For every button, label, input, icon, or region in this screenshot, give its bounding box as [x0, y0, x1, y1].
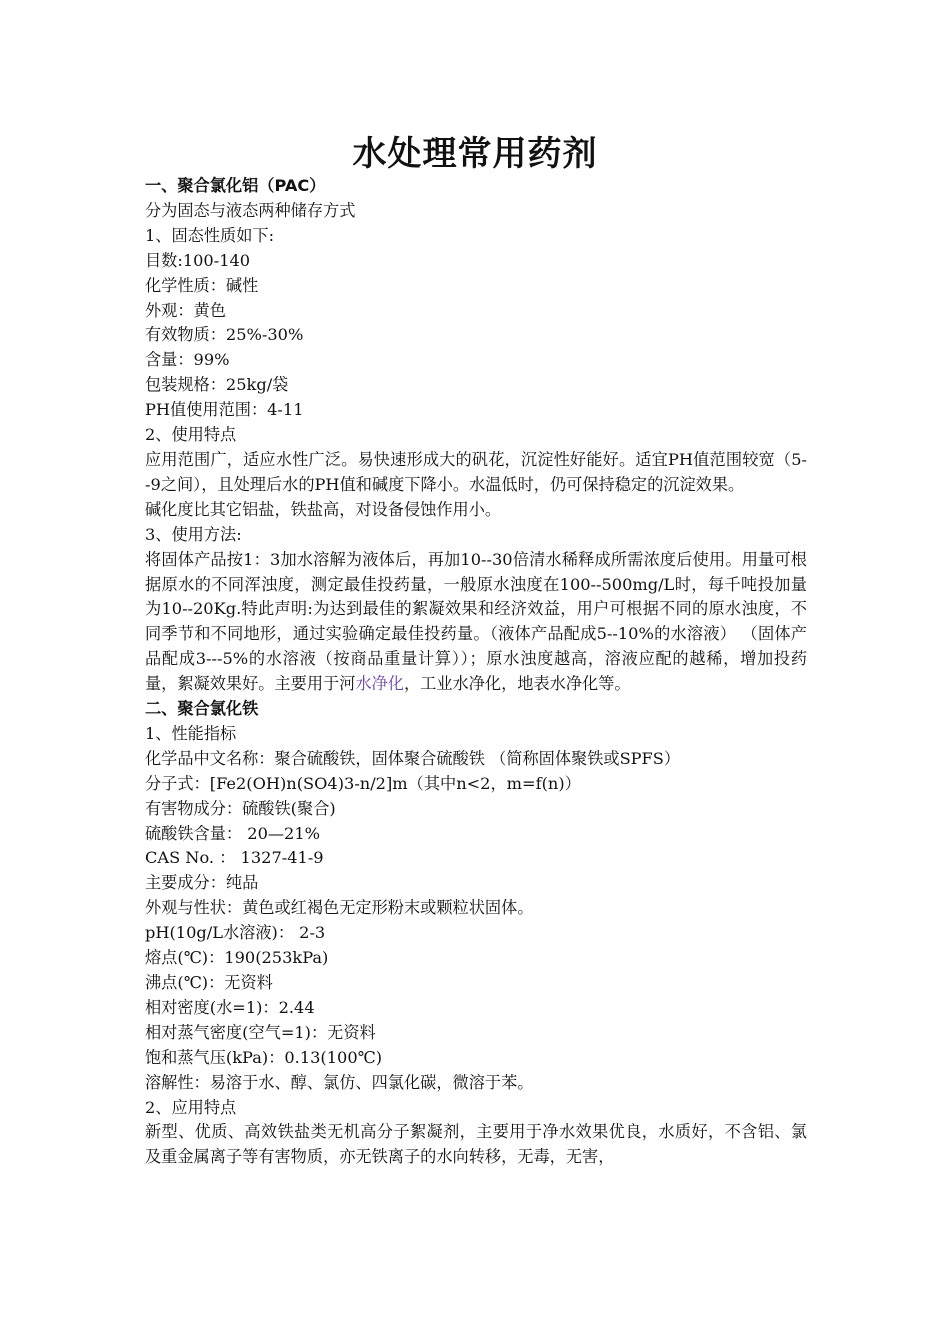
application-paragraph: 新型、优质、高效铁盐类无机高分子絮凝剂，主要用于净水效果优良，水质好，不含铝、氯及重金属离子等有害物质，亦无铁离子的水向转移，无毒，无害，: [145, 1122, 807, 1167]
ph-line: PH值使用范围：4-11: [145, 400, 304, 420]
chemical-line: 化学性质：碱性: [145, 275, 259, 295]
section-2-heading: 二、聚合氯化铁: [145, 699, 259, 719]
spec-line: 相对蒸气密度(空气=1)：无资料: [145, 1022, 376, 1042]
content-line: 含量：99%: [145, 350, 230, 370]
spec-line: 沸点(℃)：无资料: [145, 973, 273, 992]
storage-line: 分为固态与液态两种储存方式: [145, 200, 356, 220]
document-body: [145, 174, 807, 1170]
features-paragraph-2: 碱化度比其它铝盐，铁盐高，对设备侵蚀作用小。: [145, 499, 502, 519]
spec-line: 有害物成分：硫酸铁(聚合): [145, 798, 336, 818]
section-1-heading: 一、聚合氯化铝（PAC）: [145, 176, 326, 195]
spec-line: 相对密度(水=1)：2.44: [145, 997, 315, 1017]
spec-line: CAS No. ： 1327-41-9: [145, 848, 324, 868]
spec-line: 主要成分：纯品: [145, 873, 259, 893]
usage-heading: 3、使用方法:: [145, 524, 242, 544]
usage-text-end: ，工业水净化，地表水净化等。: [404, 674, 631, 694]
effective-line: 有效物质：25%-30%: [145, 325, 304, 345]
usage-paragraph: [145, 548, 807, 697]
spec-line: pH(10g/L水溶液)： 2-3: [145, 923, 326, 943]
mesh-line: 目数:100-140: [145, 250, 251, 270]
spec-line: 分子式：[Fe2(OH)n(SO4)3-n/2]m（其中n<2，m=f(n)）: [145, 773, 581, 793]
application-heading: 2、应用特点: [145, 1097, 237, 1117]
spec-line: 化学品中文名称：聚合硫酸铁，固体聚合硫酸铁 （简称固体聚铁或SPFS）: [145, 748, 681, 768]
features-heading: 2、使用特点: [145, 425, 237, 445]
package-line: 包装规格：25kg/袋: [145, 375, 289, 395]
spec-line: 饱和蒸气压(kPa)：0.13(100℃): [145, 1047, 383, 1067]
spec-line: 溶解性：易溶于水、醇、氯仿、四氯化碳，微溶于苯。: [145, 1072, 534, 1092]
usage-text: 将固体产品按1：3加水溶解为液体后，再加10--30倍清水稀释成所需浓度后使用。用量可根据原水的不同浑浊度，测定最佳投药量，一般原水浊度在100--500mg/L时，每千吨投加量为10--20Kg.特此声明:为达到最佳的絮凝效果和经济效益，用户可根据不同的原水浊度，不同季节和不同地形，通过实验确定最佳投药量。（液体产品配成5--10%的水溶液） （固体产品配成3---5%的水溶液（按商品重量计算））；原水浊度越高，溶液应配的越稀，增加投药量，絮凝效果好。主要用于河: [145, 549, 807, 694]
water-purification-link[interactable]: 水净化: [355, 674, 404, 694]
spec-line: 熔点(℃)：190(253kPa): [145, 948, 329, 968]
solid-properties-heading: 1、固态性质如下:: [145, 225, 275, 245]
document-title: 水处理常用药剂: [352, 134, 598, 174]
spec-line: 硫酸铁含量： 20—21%: [145, 823, 321, 843]
spec-line: 外观与性状：黄色或红褐色无定形粉末或颗粒状固体。: [145, 898, 534, 918]
spec-heading: 1、性能指标: [145, 723, 237, 743]
appearance-line: 外观：黄色: [145, 300, 226, 320]
features-paragraph: 应用范围广，适应水性广泛。易快速形成大的矾花，沉淀性好能好。适宜PH值范围较宽（5--9之间），且处理后水的PH值和碱度下降小。水温低时，仍可保持稳定的沉淀效果。: [145, 449, 807, 494]
